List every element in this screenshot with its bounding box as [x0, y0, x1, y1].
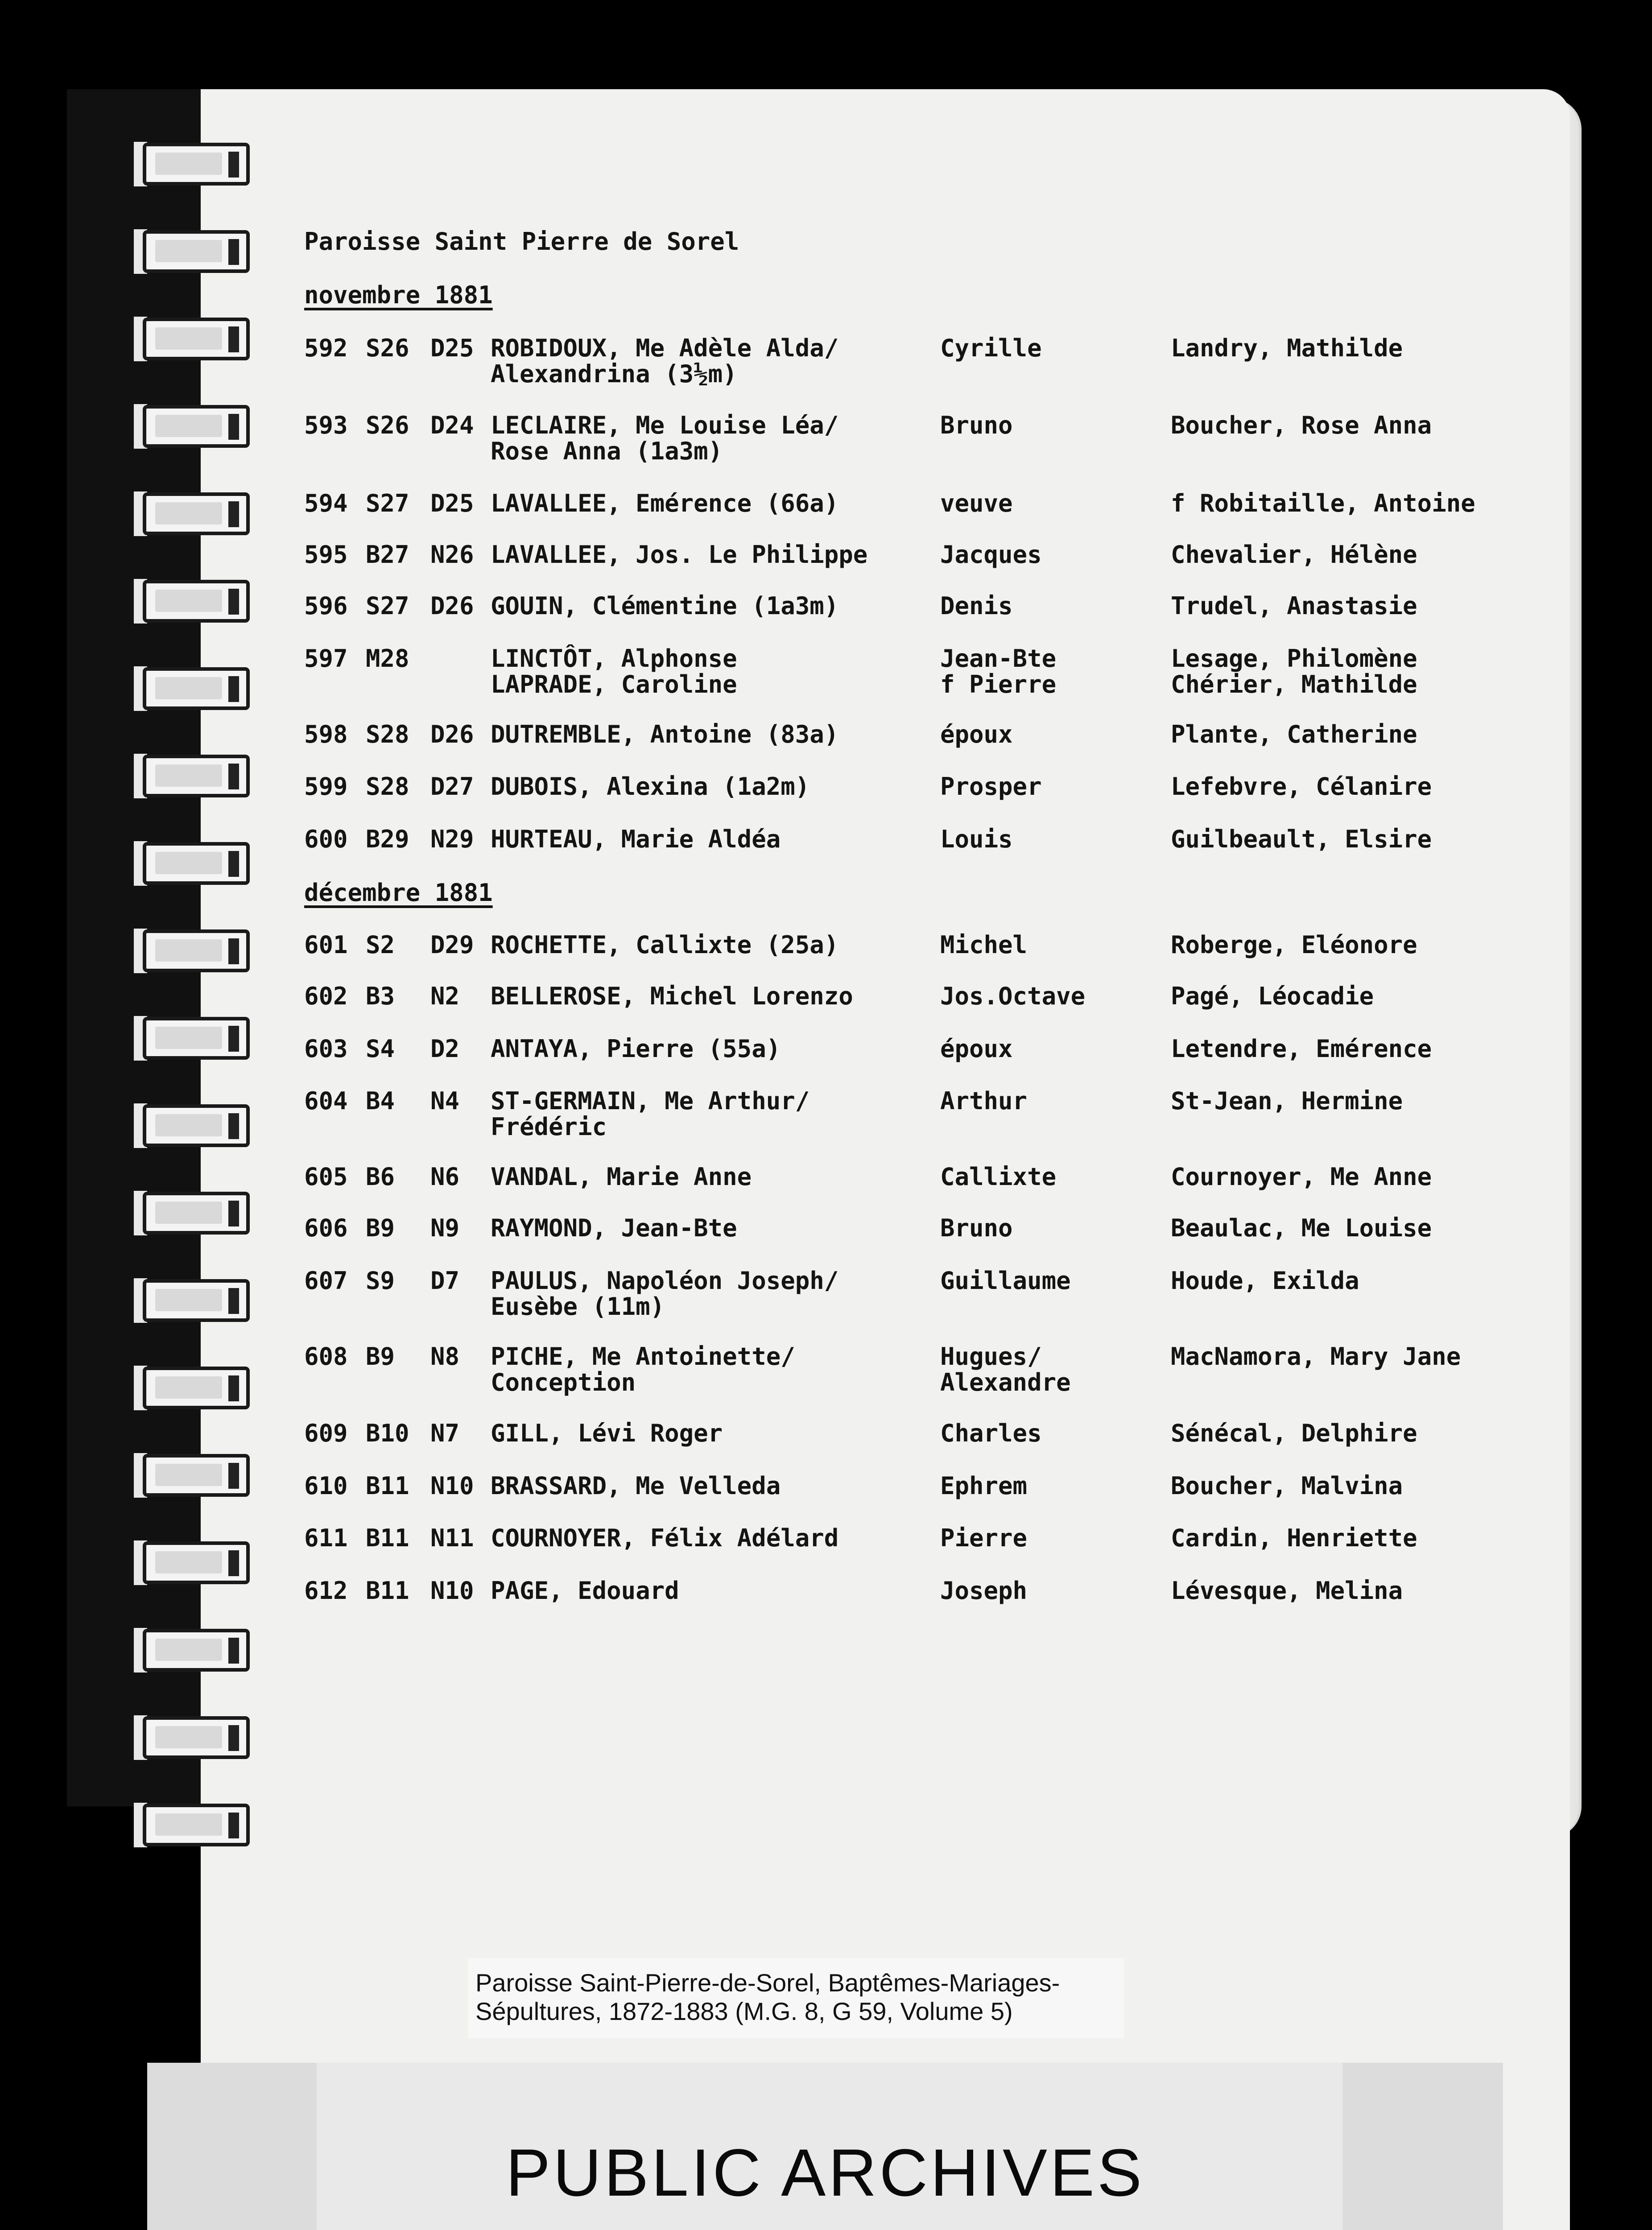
entry-num: 592 [304, 334, 348, 362]
entry-c1: B9 [366, 1342, 395, 1371]
entry-father: Cyrille [940, 334, 1042, 362]
entry-c1: S4 [366, 1035, 395, 1063]
register-entry [0, 646, 1516, 699]
entry-c2: N6 [430, 1163, 460, 1191]
entry-mother: Lefebvre, Célanire [1171, 772, 1432, 801]
entry-name: LAVALLEE, Jos. Le Philippe [491, 541, 868, 569]
entry-name: ROCHETTE, Callixte (25a) [491, 931, 839, 959]
entry-father: Pierre [940, 1524, 1028, 1552]
entry-c1: S28 [366, 772, 409, 801]
entry-c1: B29 [366, 825, 409, 853]
entry-father: Bruno [940, 411, 1013, 439]
entry-mother: Houde, Exilda [1171, 1267, 1359, 1295]
entry-name: ANTAYA, Pierre (55a) [491, 1035, 781, 1063]
entry-father: Joseph [940, 1577, 1028, 1605]
entry-name: BRASSARD, Me Velleda [491, 1472, 781, 1500]
entry-c1: S26 [366, 334, 409, 362]
entry-father: Ephrem [940, 1472, 1028, 1500]
page-title: Paroisse Saint Pierre de Sorel [304, 227, 739, 256]
entry-father: époux [940, 720, 1013, 748]
entry-father: Jos.Octave [940, 982, 1086, 1010]
entry-father: Charles [940, 1419, 1042, 1447]
entry-name: ROBIDOUX, Me Adèle Alda/ Alexandrina (3½m) [491, 334, 839, 388]
entry-num: 597 [304, 644, 348, 673]
binding-coil [143, 1804, 250, 1846]
entry-mother: Chevalier, Hélène [1171, 541, 1417, 569]
binding-coil [143, 1629, 250, 1672]
register-entry [0, 1578, 1516, 1631]
entry-c1: S27 [366, 489, 409, 517]
entry-mother: Lesage, Philomène Chérier, Mathilde [1171, 644, 1417, 698]
caption-line-2: Sépultures, 1872-1883 (M.G. 8, G 59, Volume 5) [475, 1997, 1013, 2025]
month-heading: décembre 1881 [304, 879, 493, 907]
binding-coil [143, 143, 250, 186]
entry-num: 602 [304, 982, 348, 1010]
entry-mother: f Robitaille, Antoine [1171, 489, 1475, 517]
entry-num: 598 [304, 720, 348, 748]
entry-mother: MacNamora, Mary Jane [1171, 1342, 1461, 1371]
entry-name: VANDAL, Marie Anne [491, 1163, 752, 1191]
entry-father: Callixte [940, 1163, 1057, 1191]
entry-name: LINCTÔT, Alphonse LAPRADE, Caroline [491, 644, 737, 698]
entry-father: Guillaume [940, 1267, 1071, 1295]
register-entry [0, 413, 1516, 466]
entry-c1: S26 [366, 411, 409, 439]
entry-c2: N10 [430, 1577, 474, 1605]
entry-num: 594 [304, 489, 348, 517]
entry-c2: D25 [430, 489, 474, 517]
register-entry [0, 1525, 1516, 1579]
entry-name: COURNOYER, Félix Adélard [491, 1524, 839, 1552]
entry-c1: S9 [366, 1267, 395, 1295]
entry-c1: M28 [366, 644, 409, 673]
register-entry [0, 542, 1516, 595]
entry-num: 595 [304, 541, 348, 569]
register-entry [0, 1215, 1516, 1269]
entry-mother: Roberge, Eléonore [1171, 931, 1417, 959]
entry-father: Louis [940, 825, 1013, 853]
entry-c2: D24 [430, 411, 474, 439]
entry-c2: N9 [430, 1214, 460, 1242]
entry-c2: D25 [430, 334, 474, 362]
register-page [201, 89, 1570, 2230]
entry-num: 601 [304, 931, 348, 959]
entry-name: PAULUS, Napoléon Joseph/ Eusèbe (11m) [491, 1267, 839, 1321]
entry-father: Arthur [940, 1087, 1028, 1115]
entry-mother: Plante, Catherine [1171, 720, 1417, 748]
entry-mother: Sénécal, Delphire [1171, 1419, 1417, 1447]
entry-num: 604 [304, 1087, 348, 1115]
entry-mother: Pagé, Léocadie [1171, 982, 1374, 1010]
entry-mother: Guilbeault, Elsire [1171, 825, 1432, 853]
register-entry [0, 932, 1516, 986]
entry-name: BELLEROSE, Michel Lorenzo [491, 982, 853, 1010]
entry-c1: B9 [366, 1214, 395, 1242]
entry-c1: B6 [366, 1163, 395, 1191]
entry-c1: B10 [366, 1419, 409, 1447]
register-entry [0, 335, 1516, 389]
caption-line-1: Paroisse Saint-Pierre-de-Sorel, Baptêmes-Mariages- [475, 1969, 1060, 1997]
entry-father: veuve [940, 489, 1013, 517]
entry-c1: S27 [366, 592, 409, 620]
entry-c2: N10 [430, 1472, 474, 1500]
entry-name: DUBOIS, Alexina (1a2m) [491, 772, 810, 801]
entry-father: époux [940, 1035, 1013, 1063]
entry-name: PICHE, Me Antoinette/ Conception [491, 1342, 795, 1396]
register-entry [0, 1164, 1516, 1218]
entry-father: Hugues/ Alexandre [940, 1342, 1071, 1396]
entry-name: GILL, Lévi Roger [491, 1419, 723, 1447]
entry-father: Bruno [940, 1214, 1013, 1242]
entry-c2: D27 [430, 772, 474, 801]
entry-num: 612 [304, 1577, 348, 1605]
entry-c1: B11 [366, 1524, 409, 1552]
entry-num: 610 [304, 1472, 348, 1500]
entry-mother: Cardin, Henriette [1171, 1524, 1417, 1552]
entry-name: HURTEAU, Marie Aldéa [491, 825, 781, 853]
register-entry [0, 1036, 1516, 1090]
entry-name: DUTREMBLE, Antoine (83a) [491, 720, 839, 748]
entry-num: 609 [304, 1419, 348, 1447]
entry-num: 611 [304, 1524, 348, 1552]
entry-mother: Boucher, Malvina [1171, 1472, 1403, 1500]
entry-num: 600 [304, 825, 348, 853]
entry-mother: Trudel, Anastasie [1171, 592, 1417, 620]
entry-mother: Boucher, Rose Anna [1171, 411, 1432, 439]
entry-father: Prosper [940, 772, 1042, 801]
entry-c2: N26 [430, 541, 474, 569]
entry-num: 607 [304, 1267, 348, 1295]
entry-c2: D26 [430, 592, 474, 620]
entry-mother: St-Jean, Hermine [1171, 1087, 1403, 1115]
entry-c1: B11 [366, 1577, 409, 1605]
entry-c1: S2 [366, 931, 395, 959]
register-entry [0, 983, 1516, 1037]
entry-name: ST-GERMAIN, Me Arthur/ Frédéric [491, 1087, 810, 1141]
register-entry [0, 491, 1516, 544]
entry-name: LECLAIRE, Me Louise Léa/ Rose Anna (1a3m) [491, 411, 839, 465]
entry-c2: N8 [430, 1342, 460, 1371]
entry-c1: B27 [366, 541, 409, 569]
register-entry [0, 1421, 1516, 1474]
entry-c1: B3 [366, 982, 395, 1010]
entry-num: 599 [304, 772, 348, 801]
entry-c2: D26 [430, 720, 474, 748]
entry-num: 605 [304, 1163, 348, 1191]
entry-c2: D7 [430, 1267, 460, 1295]
entry-father: Jacques [940, 541, 1042, 569]
entry-c2: D29 [430, 931, 474, 959]
binding-coil [143, 1716, 250, 1759]
register-entry [0, 722, 1516, 775]
entry-num: 593 [304, 411, 348, 439]
entry-c1: B11 [366, 1472, 409, 1500]
entry-name: GOUIN, Clémentine (1a3m) [491, 592, 839, 620]
binding-coil [143, 230, 250, 273]
entry-c2: D2 [430, 1035, 460, 1063]
entry-c1: B4 [366, 1087, 395, 1115]
entry-mother: Beaulac, Me Louise [1171, 1214, 1432, 1242]
entry-c2: N29 [430, 825, 474, 853]
archives-banner [147, 2063, 1503, 2230]
entry-mother: Letendre, Emérence [1171, 1035, 1432, 1063]
entry-num: 608 [304, 1342, 348, 1371]
microfilm-caption [468, 1958, 1124, 2038]
entry-num: 606 [304, 1214, 348, 1242]
entry-name: LAVALLEE, Emérence (66a) [491, 489, 839, 517]
register-entry [0, 826, 1516, 880]
register-entry [0, 1268, 1516, 1321]
register-entry [0, 1088, 1516, 1142]
entry-c2: N4 [430, 1087, 460, 1115]
entry-father: Denis [940, 592, 1013, 620]
entry-mother: Landry, Mathilde [1171, 334, 1403, 362]
register-entry [0, 1473, 1516, 1527]
register-entry [0, 1344, 1516, 1397]
entry-num: 603 [304, 1035, 348, 1063]
banner-line-public-archives: PUBLIC ARCHIVES [505, 2135, 1145, 2210]
entry-c2: N2 [430, 982, 460, 1010]
entry-name: PAGE, Edouard [491, 1577, 679, 1605]
entry-c1: S28 [366, 720, 409, 748]
register-entry [0, 593, 1516, 647]
entry-num: 596 [304, 592, 348, 620]
register-entry [0, 774, 1516, 827]
month-heading: novembre 1881 [304, 281, 493, 309]
entry-father: Michel [940, 931, 1028, 959]
entry-father: Jean-Bte f Pierre [940, 644, 1057, 698]
entry-c2: N7 [430, 1419, 460, 1447]
entry-mother: Cournoyer, Me Anne [1171, 1163, 1432, 1191]
entry-mother: Lévesque, Melina [1171, 1577, 1403, 1605]
entry-c2: N11 [430, 1524, 474, 1552]
entry-name: RAYMOND, Jean-Bte [491, 1214, 737, 1242]
